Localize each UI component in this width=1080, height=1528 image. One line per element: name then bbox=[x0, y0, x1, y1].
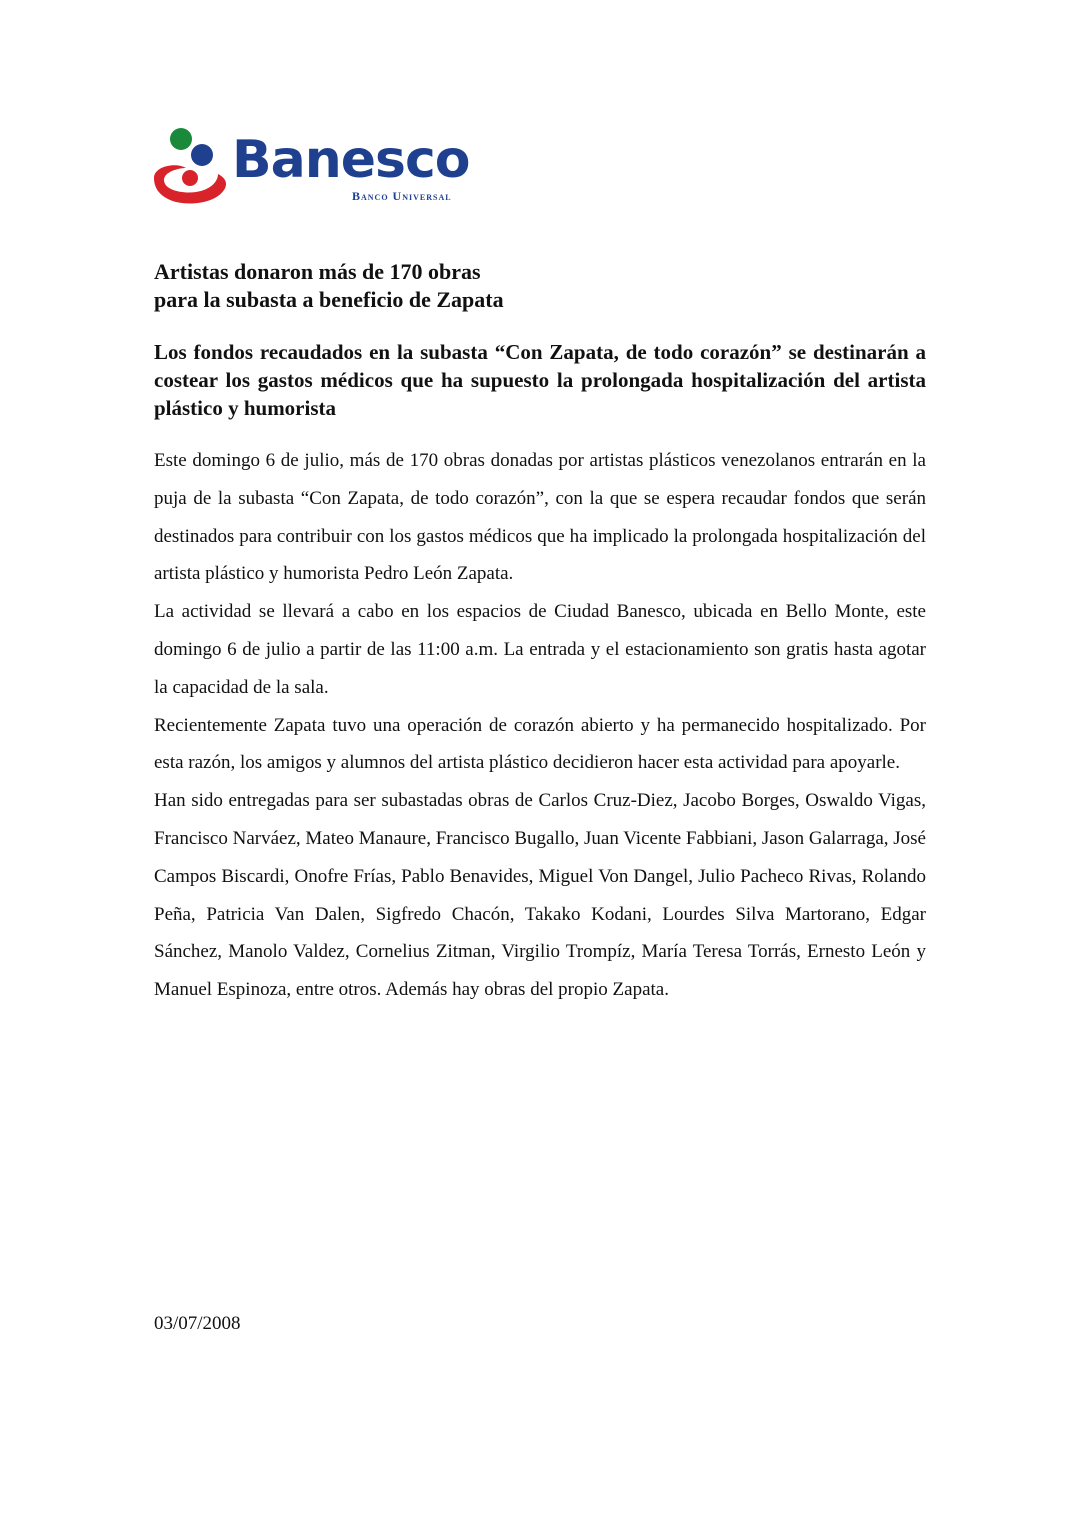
article bbox=[154, 258, 926, 1009]
paragraph-3: Recientemente Zapata tuvo una operación de corazón abierto y ha permanecido hospitalizado. Por esta razón, los amigos y alumnos del artista plástico decidieron hacer esta actividad para apoyarle. bbox=[154, 714, 926, 774]
banesco-emblem-icon bbox=[152, 124, 232, 210]
logo-wordmark bbox=[232, 130, 470, 190]
publication-date: 03/07/2008 bbox=[154, 1313, 241, 1334]
paragraph-2: La actividad se llevará a cabo en los espacios de Ciudad Banesco, ubicada en Bello Monte, este domingo 6 de julio a partir de las 11:00 a.m. La entrada y el estacionamiento son gratis hasta agotar la capacidad de la sala. bbox=[154, 601, 926, 698]
banesco-logo bbox=[152, 124, 502, 210]
headline-line-2: para la subasta a beneficio de Zapata bbox=[154, 287, 504, 312]
logo-brand-text: Banesco bbox=[232, 130, 470, 190]
article-body bbox=[154, 442, 926, 1009]
paragraph-1: Este domingo 6 de julio, más de 170 obras donadas por artistas plásticos venezolanos entrarán en la puja de la subasta “Con Zapata, de todo corazón”, con la que se espera recaudar fondos que serán destinados para contribuir con los gastos médicos que ha implicado la prolongada hospitalización del artista plástico y humorista Pedro León Zapata. bbox=[154, 450, 926, 585]
logo-tagline: Banco Universal bbox=[352, 189, 452, 203]
headline bbox=[154, 258, 926, 314]
subheadline: Los fondos recaudados en la subasta “Con Zapata, de todo corazón” se destinarán a costear los gastos médicos que ha supuesto la prolongada hospitalización del artista plástico y humorista bbox=[154, 340, 926, 420]
headline-line-1: Artistas donaron más de 170 obras bbox=[154, 259, 481, 284]
paragraph-4: Han sido entregadas para ser subastadas obras de Carlos Cruz-Diez, Jacobo Borges, Oswaldo Vigas, Francisco Narváez, Mateo Manaure, Francisco Bugallo, Juan Vicente Fabbiani, Jason Galarraga, José Campos Biscardi, Onofre Frías, Pablo Benavides, Miguel Von Dangel, Julio Pacheco Rivas, Rolando Peña, Patricia Van Dalen, Sigfredo Chacón, Takako Kodani, Lourdes Silva Martorano, Edgar Sánchez, Manolo Valdez, Cornelius Zitman, Virgilio Trompíz, María Teresa Torrás, Ernesto León y Manuel Espinoza, entre otros. Además hay obras del propio Zapata. bbox=[154, 790, 926, 1001]
